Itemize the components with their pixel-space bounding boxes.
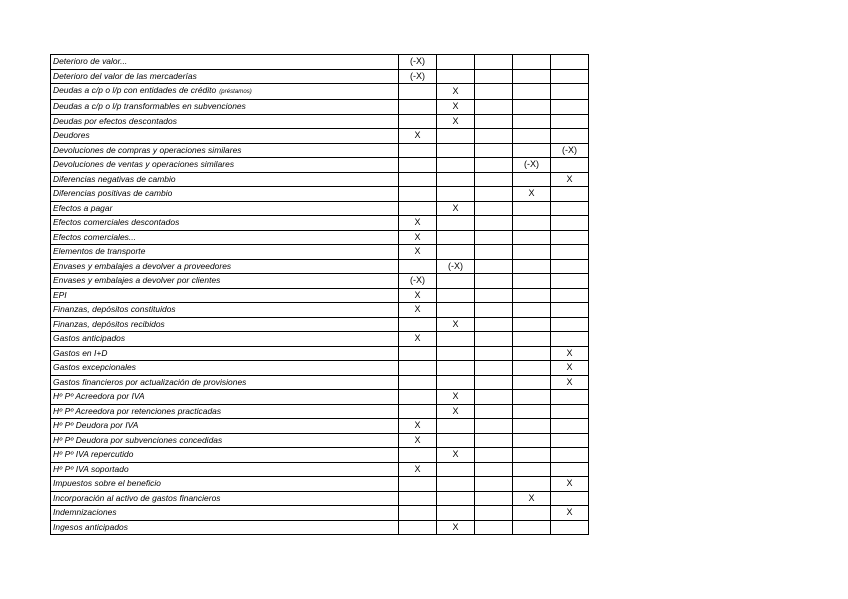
mark-cell-col-5: X — [551, 477, 589, 492]
mark-cell-col-5 — [551, 433, 589, 448]
account-label-cell — [51, 491, 399, 506]
mark-cell-col-1: X — [399, 245, 437, 260]
mark-cell-col-5 — [551, 114, 589, 129]
account-label: Efectos comerciales descontados — [53, 217, 180, 228]
mark-cell-col-4 — [513, 259, 551, 274]
mark-cell-col-1 — [399, 390, 437, 405]
mark-cell-col-4 — [513, 245, 551, 260]
mark-cell-col-3 — [475, 158, 513, 173]
mark-cell-col-1: X — [399, 129, 437, 144]
table-row — [51, 216, 589, 231]
mark-cell-col-4 — [513, 317, 551, 332]
mark-cell-col-3 — [475, 404, 513, 419]
account-label-cell — [51, 114, 399, 129]
account-label-cell — [51, 346, 399, 361]
table-row — [51, 462, 589, 477]
mark-cell-col-3 — [475, 274, 513, 289]
mark-cell-col-5 — [551, 462, 589, 477]
account-label: Diferencias negativas de cambio — [53, 173, 176, 184]
mark-cell-col-5 — [551, 129, 589, 144]
mark-cell-col-5: X — [551, 506, 589, 521]
mark-cell-col-3 — [475, 462, 513, 477]
mark-cell-col-5 — [551, 259, 589, 274]
mark-cell-col-3 — [475, 69, 513, 84]
account-label: Gastos excepcionales — [53, 362, 136, 373]
mark-cell-col-2: X — [437, 100, 475, 115]
account-label: Hº Pº Acreedora por IVA — [53, 391, 145, 402]
account-label-cell — [51, 288, 399, 303]
mark-cell-col-3 — [475, 129, 513, 144]
table-row — [51, 288, 589, 303]
account-label: Incorporación al activo de gastos financieros — [53, 492, 221, 503]
mark-cell-col-3 — [475, 55, 513, 70]
account-label: Hº Pº Acreedora por retenciones practicadas — [53, 405, 222, 416]
mark-cell-col-1: (-X) — [399, 69, 437, 84]
mark-cell-col-5 — [551, 69, 589, 84]
account-label-cell — [51, 55, 399, 70]
mark-cell-col-5 — [551, 245, 589, 260]
mark-cell-col-2 — [437, 230, 475, 245]
table-row — [51, 404, 589, 419]
account-label: Finanzas, depósitos constituidos — [53, 304, 176, 315]
account-label-cell — [51, 303, 399, 318]
mark-cell-col-1 — [399, 201, 437, 216]
mark-cell-col-5 — [551, 158, 589, 173]
mark-cell-col-4: (-X) — [513, 158, 551, 173]
account-label: Gastos financieros por actualización de provisiones — [53, 376, 247, 387]
mark-cell-col-5: (-X) — [551, 143, 589, 158]
mark-cell-col-1: X — [399, 462, 437, 477]
mark-cell-col-2 — [437, 274, 475, 289]
mark-cell-col-3 — [475, 288, 513, 303]
mark-cell-col-4 — [513, 506, 551, 521]
mark-cell-col-5 — [551, 100, 589, 115]
mark-cell-col-4 — [513, 462, 551, 477]
mark-cell-col-5 — [551, 288, 589, 303]
mark-cell-col-3 — [475, 114, 513, 129]
account-label: Ingesos anticipados — [53, 521, 128, 532]
mark-cell-col-1 — [399, 100, 437, 115]
mark-cell-col-2 — [437, 303, 475, 318]
mark-cell-col-3 — [475, 317, 513, 332]
mark-cell-col-3 — [475, 491, 513, 506]
mark-cell-col-2 — [437, 332, 475, 347]
mark-cell-col-1 — [399, 506, 437, 521]
account-label-cell — [51, 129, 399, 144]
account-label: Gastos anticipados — [53, 333, 126, 344]
account-label-cell — [51, 216, 399, 231]
mark-cell-col-4 — [513, 404, 551, 419]
table-row — [51, 491, 589, 506]
account-label-cell — [51, 172, 399, 187]
account-label: Indemnizaciones — [53, 507, 117, 518]
mark-cell-col-1: X — [399, 332, 437, 347]
mark-cell-col-4 — [513, 114, 551, 129]
mark-cell-col-1: X — [399, 433, 437, 448]
mark-cell-col-2 — [437, 69, 475, 84]
mark-cell-col-2: X — [437, 520, 475, 535]
table-row — [51, 303, 589, 318]
mark-cell-col-2: X — [437, 114, 475, 129]
mark-cell-col-3 — [475, 346, 513, 361]
table-row — [51, 69, 589, 84]
mark-cell-col-2: X — [437, 390, 475, 405]
table-row — [51, 201, 589, 216]
mark-cell-col-2 — [437, 143, 475, 158]
mark-cell-col-1 — [399, 84, 437, 100]
mark-cell-col-4 — [513, 55, 551, 70]
account-label: Gastos en I+D — [53, 347, 108, 358]
mark-cell-col-5 — [551, 448, 589, 463]
mark-cell-col-1: (-X) — [399, 55, 437, 70]
mark-cell-col-3 — [475, 201, 513, 216]
mark-cell-col-3 — [475, 361, 513, 376]
account-label-cell — [51, 84, 399, 100]
table-row — [51, 448, 589, 463]
table-row — [51, 390, 589, 405]
mark-cell-col-1: (-X) — [399, 274, 437, 289]
account-label-cell — [51, 332, 399, 347]
account-label: Impuestos sobre el beneficio — [53, 478, 162, 489]
mark-cell-col-5 — [551, 390, 589, 405]
account-label: Deudas a c/p o l/p transformables en subvenciones — [53, 101, 246, 112]
account-label-cell — [51, 158, 399, 173]
account-label: Diferencias positivas de cambio — [53, 188, 173, 199]
mark-cell-col-2 — [437, 462, 475, 477]
table-row — [51, 433, 589, 448]
account-label: Deudas a c/p o l/p con entidades de crédito — [53, 85, 217, 95]
account-label: Deterioro de valor... — [53, 56, 128, 67]
table-row — [51, 361, 589, 376]
mark-cell-col-1 — [399, 114, 437, 129]
mark-cell-col-1 — [399, 187, 437, 202]
account-label-cell — [51, 317, 399, 332]
table-row — [51, 520, 589, 535]
mark-cell-col-3 — [475, 84, 513, 100]
mark-cell-col-2 — [437, 158, 475, 173]
mark-cell-col-5 — [551, 55, 589, 70]
account-label: Envases y embalajes a devolver por clientes — [53, 275, 221, 286]
mark-cell-col-5 — [551, 491, 589, 506]
mark-cell-col-5 — [551, 216, 589, 231]
mark-cell-col-2 — [437, 216, 475, 231]
account-label-cell — [51, 143, 399, 158]
mark-cell-col-2 — [437, 419, 475, 434]
mark-cell-col-1 — [399, 346, 437, 361]
mark-cell-col-3 — [475, 520, 513, 535]
mark-cell-col-4 — [513, 477, 551, 492]
mark-cell-col-1: X — [399, 216, 437, 231]
account-label-cell — [51, 361, 399, 376]
mark-cell-col-5 — [551, 520, 589, 535]
mark-cell-col-5 — [551, 404, 589, 419]
mark-cell-col-4 — [513, 84, 551, 100]
mark-cell-col-3 — [475, 477, 513, 492]
account-label: Efectos comerciales... — [53, 231, 137, 242]
mark-cell-col-4 — [513, 216, 551, 231]
mark-cell-col-2: X — [437, 448, 475, 463]
mark-cell-col-4 — [513, 172, 551, 187]
mark-cell-col-5: X — [551, 375, 589, 390]
mark-cell-col-4: X — [513, 491, 551, 506]
table-row — [51, 346, 589, 361]
mark-cell-col-3 — [475, 187, 513, 202]
mark-cell-col-1: X — [399, 288, 437, 303]
account-label-cell — [51, 100, 399, 115]
account-label: Devoluciones de ventas y operaciones similares — [53, 159, 235, 170]
account-label: Elementos de transporte — [53, 246, 146, 257]
mark-cell-col-2 — [437, 245, 475, 260]
mark-cell-col-3 — [475, 259, 513, 274]
mark-cell-col-3 — [475, 433, 513, 448]
mark-cell-col-2 — [437, 433, 475, 448]
mark-cell-col-1 — [399, 361, 437, 376]
table-row — [51, 114, 589, 129]
account-label-cell — [51, 390, 399, 405]
mark-cell-col-1 — [399, 317, 437, 332]
mark-cell-col-2: X — [437, 84, 475, 100]
mark-cell-col-1 — [399, 404, 437, 419]
mark-cell-col-1 — [399, 448, 437, 463]
mark-cell-col-1 — [399, 491, 437, 506]
mark-cell-col-1 — [399, 143, 437, 158]
account-label-cell — [51, 404, 399, 419]
mark-cell-col-3 — [475, 143, 513, 158]
table-body — [51, 55, 589, 535]
table-row — [51, 158, 589, 173]
mark-cell-col-1 — [399, 172, 437, 187]
mark-cell-col-4 — [513, 448, 551, 463]
mark-cell-col-4 — [513, 332, 551, 347]
mark-cell-col-1 — [399, 477, 437, 492]
mark-cell-col-4 — [513, 69, 551, 84]
table-row — [51, 143, 589, 158]
mark-cell-col-5 — [551, 419, 589, 434]
mark-cell-col-2 — [437, 187, 475, 202]
mark-cell-col-4 — [513, 375, 551, 390]
mark-cell-col-3 — [475, 303, 513, 318]
table-row — [51, 129, 589, 144]
mark-cell-col-2: X — [437, 404, 475, 419]
account-label-cell — [51, 433, 399, 448]
account-label-cell — [51, 477, 399, 492]
mark-cell-col-2 — [437, 55, 475, 70]
mark-cell-col-5 — [551, 84, 589, 100]
mark-cell-col-2: (-X) — [437, 259, 475, 274]
account-label-cell — [51, 506, 399, 521]
table-row — [51, 245, 589, 260]
mark-cell-col-4: X — [513, 187, 551, 202]
mark-cell-col-5: X — [551, 361, 589, 376]
table-row — [51, 332, 589, 347]
mark-cell-col-4 — [513, 100, 551, 115]
mark-cell-col-5 — [551, 230, 589, 245]
table-row — [51, 172, 589, 187]
account-label-cell — [51, 245, 399, 260]
mark-cell-col-4 — [513, 433, 551, 448]
mark-cell-col-4 — [513, 129, 551, 144]
mark-cell-col-4 — [513, 288, 551, 303]
account-label-cell — [51, 448, 399, 463]
mark-cell-col-4 — [513, 143, 551, 158]
account-label-cell — [51, 520, 399, 535]
table-row — [51, 419, 589, 434]
mark-cell-col-3 — [475, 216, 513, 231]
mark-cell-col-2 — [437, 288, 475, 303]
mark-cell-col-3 — [475, 332, 513, 347]
mark-cell-col-2 — [437, 506, 475, 521]
mark-cell-col-4 — [513, 274, 551, 289]
account-label: Deudores — [53, 130, 90, 141]
mark-cell-col-3 — [475, 448, 513, 463]
table-row — [51, 506, 589, 521]
mark-cell-col-3 — [475, 375, 513, 390]
table-row — [51, 230, 589, 245]
mark-cell-col-1 — [399, 375, 437, 390]
account-label-cell — [51, 69, 399, 84]
account-label: Deterioro del valor de las mercaderías — [53, 70, 197, 81]
account-label: Hº Pº Deudora por subvenciones concedidas — [53, 434, 223, 445]
mark-cell-col-5 — [551, 187, 589, 202]
mark-cell-col-5 — [551, 317, 589, 332]
mark-cell-col-3 — [475, 245, 513, 260]
mark-cell-col-4 — [513, 346, 551, 361]
mark-cell-col-2 — [437, 361, 475, 376]
mark-cell-col-5 — [551, 303, 589, 318]
mark-cell-col-5 — [551, 201, 589, 216]
mark-cell-col-2 — [437, 477, 475, 492]
account-note: (préstamos) — [219, 89, 252, 95]
table-row — [51, 100, 589, 115]
account-label: Efectos a pagar — [53, 202, 113, 213]
mark-cell-col-4 — [513, 361, 551, 376]
table-row — [51, 274, 589, 289]
account-label: Hº Pº IVA repercutido — [53, 449, 134, 460]
mark-cell-col-5: X — [551, 346, 589, 361]
table-row — [51, 259, 589, 274]
mark-cell-col-1 — [399, 158, 437, 173]
mark-cell-col-1: X — [399, 230, 437, 245]
account-label-cell — [51, 375, 399, 390]
mark-cell-col-1 — [399, 520, 437, 535]
mark-cell-col-3 — [475, 172, 513, 187]
mark-cell-col-1: X — [399, 419, 437, 434]
table-row — [51, 317, 589, 332]
account-label-cell — [51, 462, 399, 477]
mark-cell-col-2: X — [437, 201, 475, 216]
mark-cell-col-2 — [437, 346, 475, 361]
account-label-cell — [51, 187, 399, 202]
mark-cell-col-1: X — [399, 303, 437, 318]
mark-cell-col-4 — [513, 390, 551, 405]
mark-cell-col-5 — [551, 274, 589, 289]
account-label: Finanzas, depósitos recibidos — [53, 318, 165, 329]
mark-cell-col-3 — [475, 230, 513, 245]
account-label: Devoluciones de compras y operaciones similares — [53, 144, 242, 155]
account-label: Envases y embalajes a devolver a proveedores — [53, 260, 232, 271]
account-label: EPI — [53, 289, 67, 300]
mark-cell-col-4 — [513, 303, 551, 318]
mark-cell-col-1 — [399, 259, 437, 274]
account-label: Hº Pº IVA soportado — [53, 463, 129, 474]
account-label-cell — [51, 419, 399, 434]
account-label-cell — [51, 274, 399, 289]
account-label: Deudas por efectos descontados — [53, 115, 177, 126]
table-row — [51, 375, 589, 390]
mark-cell-col-4 — [513, 230, 551, 245]
mark-cell-col-2 — [437, 172, 475, 187]
table-row — [51, 55, 589, 70]
account-label-cell — [51, 259, 399, 274]
mark-cell-col-4 — [513, 201, 551, 216]
mark-cell-col-4 — [513, 419, 551, 434]
mark-cell-col-2: X — [437, 317, 475, 332]
mark-cell-col-4 — [513, 520, 551, 535]
table-row — [51, 84, 589, 100]
accounts-classification-table — [50, 54, 589, 535]
account-label: Hº Pº Deudora por IVA — [53, 420, 139, 431]
mark-cell-col-3 — [475, 100, 513, 115]
mark-cell-col-5: X — [551, 172, 589, 187]
table-row — [51, 187, 589, 202]
mark-cell-col-5 — [551, 332, 589, 347]
mark-cell-col-2 — [437, 129, 475, 144]
mark-cell-col-3 — [475, 419, 513, 434]
account-label-cell — [51, 230, 399, 245]
mark-cell-col-2 — [437, 491, 475, 506]
table-row — [51, 477, 589, 492]
mark-cell-col-3 — [475, 506, 513, 521]
account-label-cell — [51, 201, 399, 216]
mark-cell-col-2 — [437, 375, 475, 390]
mark-cell-col-3 — [475, 390, 513, 405]
